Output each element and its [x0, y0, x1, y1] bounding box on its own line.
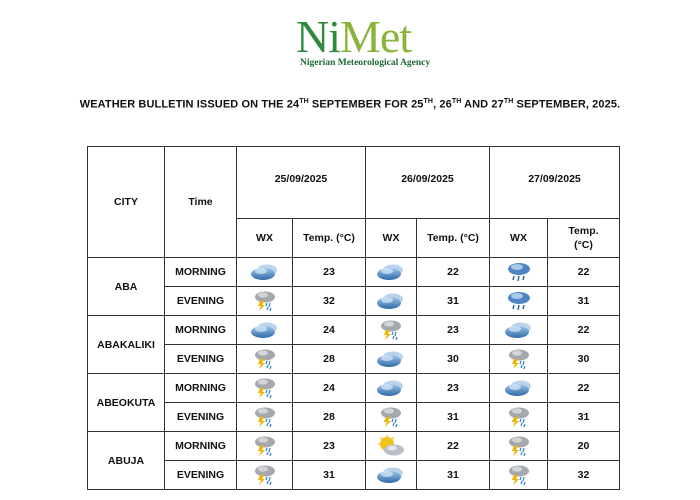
- temperature-value: 31: [417, 403, 490, 432]
- temperature-value: 24: [293, 374, 366, 403]
- temperature-value: 28: [293, 403, 366, 432]
- bulletin-title: WEATHER BULLETIN ISSUED ON THE 24TH SEPTEMBER FOR 25TH, 26TH AND 27TH SEPTEMBER, 2025.: [79, 98, 621, 111]
- weather-cell: [490, 345, 548, 374]
- weather-cell: [237, 403, 293, 432]
- weather-cell: [366, 258, 417, 287]
- weather-cell: [366, 432, 417, 461]
- city-name: ABUJA: [88, 432, 165, 490]
- table-row: [88, 461, 620, 490]
- cloudy-icon: [490, 378, 547, 398]
- weather-cell: [237, 461, 293, 490]
- temperature-value: 31: [417, 461, 490, 490]
- weather-cell: [490, 461, 548, 490]
- table-row: [88, 432, 620, 461]
- temperature-value: 22: [548, 258, 620, 287]
- temperature-value: 28: [293, 345, 366, 374]
- cloudy-icon: [366, 262, 416, 282]
- weather-cell: [237, 374, 293, 403]
- cloudy-icon: [366, 378, 416, 398]
- cloudy-icon: [366, 465, 416, 485]
- weather-cell: [490, 258, 548, 287]
- temp-header: Temp. (°C): [417, 219, 490, 258]
- date-header: 26/09/2025: [366, 147, 490, 219]
- temperature-value: 31: [548, 403, 620, 432]
- temperature-value: 32: [548, 461, 620, 490]
- logo-subtitle: Nigerian Meteorological Agency: [300, 58, 431, 68]
- weather-cell: [366, 374, 417, 403]
- thunderstorm-icon: [237, 406, 292, 428]
- weather-cell: [366, 316, 417, 345]
- temperature-value: 24: [293, 316, 366, 345]
- weather-cell: [490, 287, 548, 316]
- thunderstorm-icon: [366, 319, 416, 341]
- cloudy-icon: [237, 320, 292, 340]
- temp-header: Temp. (°C): [548, 219, 620, 258]
- time-of-day: EVENING: [165, 287, 237, 316]
- city-name: ABA: [88, 258, 165, 316]
- weather-cell: [366, 345, 417, 374]
- table-row: [88, 287, 620, 316]
- temperature-value: 23: [293, 432, 366, 461]
- temperature-value: 31: [417, 287, 490, 316]
- temperature-value: 23: [293, 258, 366, 287]
- city-header: CITY: [88, 147, 165, 258]
- thunderstorm-icon: [237, 348, 292, 370]
- table-row: [88, 374, 620, 403]
- weather-cell: [366, 461, 417, 490]
- time-of-day: MORNING: [165, 316, 237, 345]
- temp-header: Temp. (°C): [293, 219, 366, 258]
- city-name: ABAKALIKI: [88, 316, 165, 374]
- table-row: [88, 316, 620, 345]
- wx-header: WX: [366, 219, 417, 258]
- time-header: Time: [165, 147, 237, 258]
- cloudy-icon: [366, 349, 416, 369]
- date-header: 27/09/2025: [490, 147, 620, 219]
- temperature-value: 20: [548, 432, 620, 461]
- logo-wordmark: NiMet: [296, 11, 412, 62]
- time-of-day: EVENING: [165, 461, 237, 490]
- weather-cell: [490, 316, 548, 345]
- temperature-value: 22: [417, 258, 490, 287]
- thunderstorm-icon: [366, 406, 416, 428]
- forecast-table: [87, 146, 620, 490]
- nimet-logo: [296, 11, 446, 70]
- date-header: 25/09/2025: [237, 147, 366, 219]
- time-of-day: MORNING: [165, 258, 237, 287]
- cloudy-icon: [366, 291, 416, 311]
- weather-cell: [237, 258, 293, 287]
- thunderstorm-icon: [237, 464, 292, 486]
- cloudy-icon: [237, 262, 292, 282]
- weather-cell: [237, 287, 293, 316]
- weather-cell: [237, 432, 293, 461]
- temperature-value: 23: [417, 374, 490, 403]
- temperature-value: 22: [548, 374, 620, 403]
- time-of-day: MORNING: [165, 374, 237, 403]
- thunderstorm-icon: [237, 435, 292, 457]
- temperature-value: 31: [548, 287, 620, 316]
- table-row: [88, 258, 620, 287]
- weather-cell: [490, 403, 548, 432]
- city-name: ABEOKUTA: [88, 374, 165, 432]
- temperature-value: 30: [548, 345, 620, 374]
- thunderstorm-icon: [490, 348, 547, 370]
- weather-cell: [237, 345, 293, 374]
- temperature-value: 32: [293, 287, 366, 316]
- weather-cell: [490, 374, 548, 403]
- table-row: [88, 345, 620, 374]
- weather-cell: [490, 432, 548, 461]
- rain-cloud-icon: [490, 290, 547, 312]
- time-of-day: EVENING: [165, 403, 237, 432]
- thunderstorm-icon: [490, 406, 547, 428]
- temperature-value: 22: [548, 316, 620, 345]
- thunderstorm-icon: [490, 464, 547, 486]
- thunderstorm-icon: [237, 290, 292, 312]
- time-of-day: EVENING: [165, 345, 237, 374]
- rain-cloud-icon: [490, 261, 547, 283]
- temperature-value: 31: [293, 461, 366, 490]
- sun-cloud-icon: [366, 435, 416, 457]
- thunderstorm-icon: [237, 377, 292, 399]
- time-of-day: MORNING: [165, 432, 237, 461]
- weather-cell: [366, 287, 417, 316]
- temperature-value: 22: [417, 432, 490, 461]
- wx-header: WX: [490, 219, 548, 258]
- weather-cell: [366, 403, 417, 432]
- temperature-value: 30: [417, 345, 490, 374]
- cloudy-icon: [490, 320, 547, 340]
- table-row: [88, 403, 620, 432]
- wx-header: WX: [237, 219, 293, 258]
- temperature-value: 23: [417, 316, 490, 345]
- weather-cell: [237, 316, 293, 345]
- thunderstorm-icon: [490, 435, 547, 457]
